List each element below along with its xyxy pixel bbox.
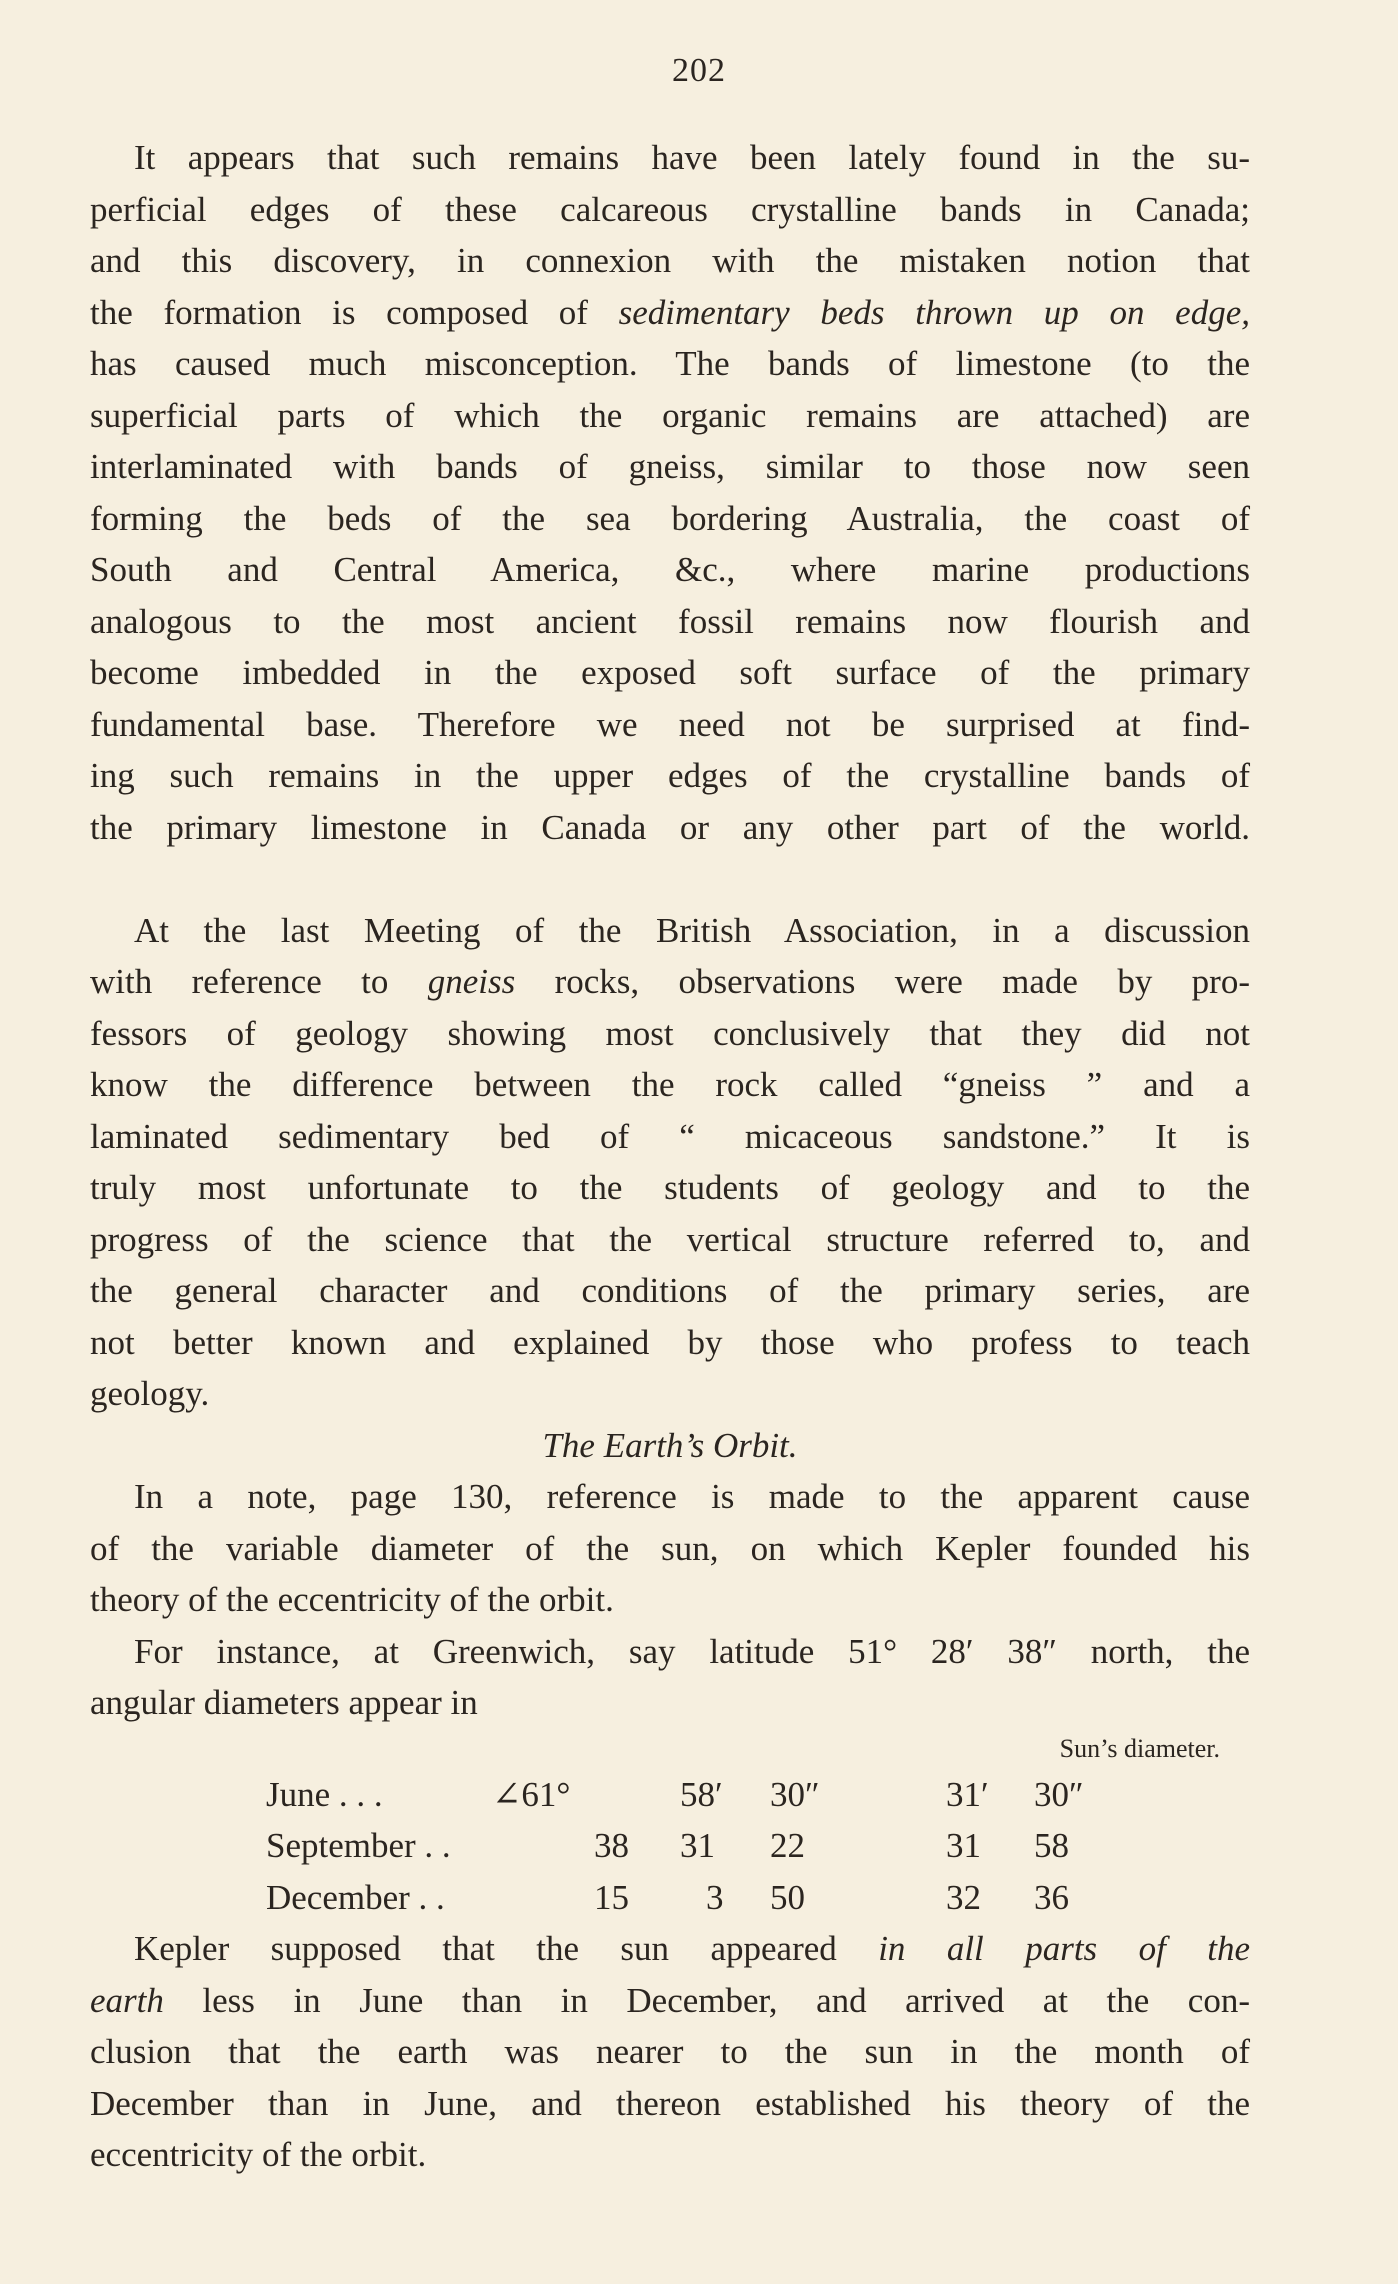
text-line: [90, 1975, 1250, 2027]
text-span: with reference to: [90, 962, 389, 1001]
text-line: know the difference between the rock called “gneiss ” and a: [90, 1065, 1250, 1104]
text-line: [90, 853, 1250, 905]
text-line: the primary limestone in Canada or any other part of the world.: [90, 807, 1250, 847]
text-line: and this discovery, in connexion with the mistaken notion that: [90, 241, 1250, 280]
degree-cell: 15: [594, 1877, 629, 1917]
text-line: ing such remains in the upper edges of the crystalline bands of: [90, 756, 1250, 795]
text-line: laminated sedimentary bed of “ micaceous sandstone.” It is: [90, 1116, 1250, 1156]
italic-phrase: sedimentary beds thrown up on edge,: [618, 292, 1250, 332]
text-line: has caused much misconception. The bands of limestone (to the: [90, 344, 1250, 383]
text-line: perficial edges of these calcareous crystalline bands in Canada;: [90, 189, 1250, 229]
diameter-minute-cell: 31: [946, 1826, 981, 1865]
text-line: South and Central America, &c., where marine productions: [90, 550, 1250, 589]
text-line: angular diameters appear in: [90, 1683, 478, 1722]
text-line: clusion that the earth was nearer to the sun in the month of: [90, 2032, 1250, 2071]
diameter-second-cell: 58: [1034, 1826, 1069, 1865]
text-line: fessors of geology showing most conclusively that they did not: [90, 1013, 1250, 1053]
text-span: rocks, observations were made by pro-: [554, 962, 1250, 1001]
text-line: It appears that such remains have been lately found in the su-: [134, 138, 1250, 177]
second-cell: 50: [770, 1877, 805, 1917]
text-line: [90, 1923, 1250, 1975]
second-cell: 30″: [770, 1774, 820, 1814]
table-header: Sun’s diameter.: [1059, 1733, 1220, 1763]
minute-cell: 58′: [680, 1774, 723, 1814]
text-line: geology.: [90, 1374, 210, 1413]
text-line: [90, 956, 1250, 1008]
table-row: [90, 1769, 1250, 1821]
text-line: fundamental base. Therefore we need not be surprised at find-: [90, 704, 1250, 744]
degree-cell: ∠61°: [492, 1774, 571, 1814]
minute-cell: 31: [680, 1826, 715, 1865]
degree-cell: 38: [594, 1826, 629, 1865]
section-heading: The Earth’s Orbit.: [542, 1425, 798, 1465]
text-line: become imbedded in the exposed soft surface of the primary: [90, 653, 1250, 692]
text-line: December than in June, and thereon established his theory of the: [90, 2083, 1250, 2123]
month-cell: September . .: [266, 1826, 451, 1865]
table-row: [90, 1872, 1250, 1924]
body-text: [90, 132, 1250, 2181]
text-line: At the last Meeting of the British Association, in a discussion: [134, 910, 1250, 950]
text-line: of the variable diameter of the sun, on which Kepler founded his: [90, 1528, 1250, 1568]
diameter-minute-cell: 31′: [946, 1774, 989, 1814]
text-line: progress of the science that the vertical structure referred to, and: [90, 1219, 1250, 1259]
second-cell: 22: [770, 1826, 805, 1865]
text-line: not better known and explained by those who profess to teach: [90, 1322, 1250, 1362]
text-line: superficial parts of which the organic remains are attached) are: [90, 395, 1250, 435]
italic-phrase: in all parts of the: [878, 1929, 1250, 1968]
italic-word: earth: [90, 1980, 164, 2020]
diameter-second-cell: 30″: [1034, 1774, 1084, 1814]
text-line: the general character and conditions of the primary series, are: [90, 1271, 1250, 1310]
diameter-second-cell: 36: [1034, 1877, 1069, 1917]
diameter-minute-cell: 32: [946, 1877, 981, 1917]
table-row: [90, 1820, 1250, 1872]
text-line: truly most unfortunate to the students of geology and to the: [90, 1168, 1250, 1207]
text-span: less in June than in December, and arrived at the con-: [202, 1980, 1251, 2020]
italic-word: gneiss: [427, 962, 516, 1001]
text-line: In a note, page 130, reference is made to the apparent cause: [134, 1477, 1250, 1516]
text-line: analogous to the most ancient fossil remains now flourish and: [90, 601, 1250, 641]
text-line: interlaminated with bands of gneiss, similar to those now seen: [90, 447, 1250, 486]
text-span: the formation is composed of: [90, 292, 588, 332]
text-line: theory of the eccentricity of the orbit.: [90, 1580, 614, 1619]
text-span: Kepler supposed that the sun appeared: [134, 1929, 837, 1968]
minute-cell: 3: [706, 1877, 724, 1917]
text-line: eccentricity of the orbit.: [90, 2135, 427, 2174]
month-cell: December . .: [266, 1877, 445, 1917]
text-line: For instance, at Greenwich, say latitude 51° 28′ 38″ north, the: [134, 1631, 1250, 1671]
text-line: forming the beds of the sea bordering Australia, the coast of: [90, 498, 1250, 538]
page-number: 202: [672, 52, 726, 89]
text-line: [90, 287, 1250, 339]
month-cell: June . . .: [266, 1774, 383, 1814]
